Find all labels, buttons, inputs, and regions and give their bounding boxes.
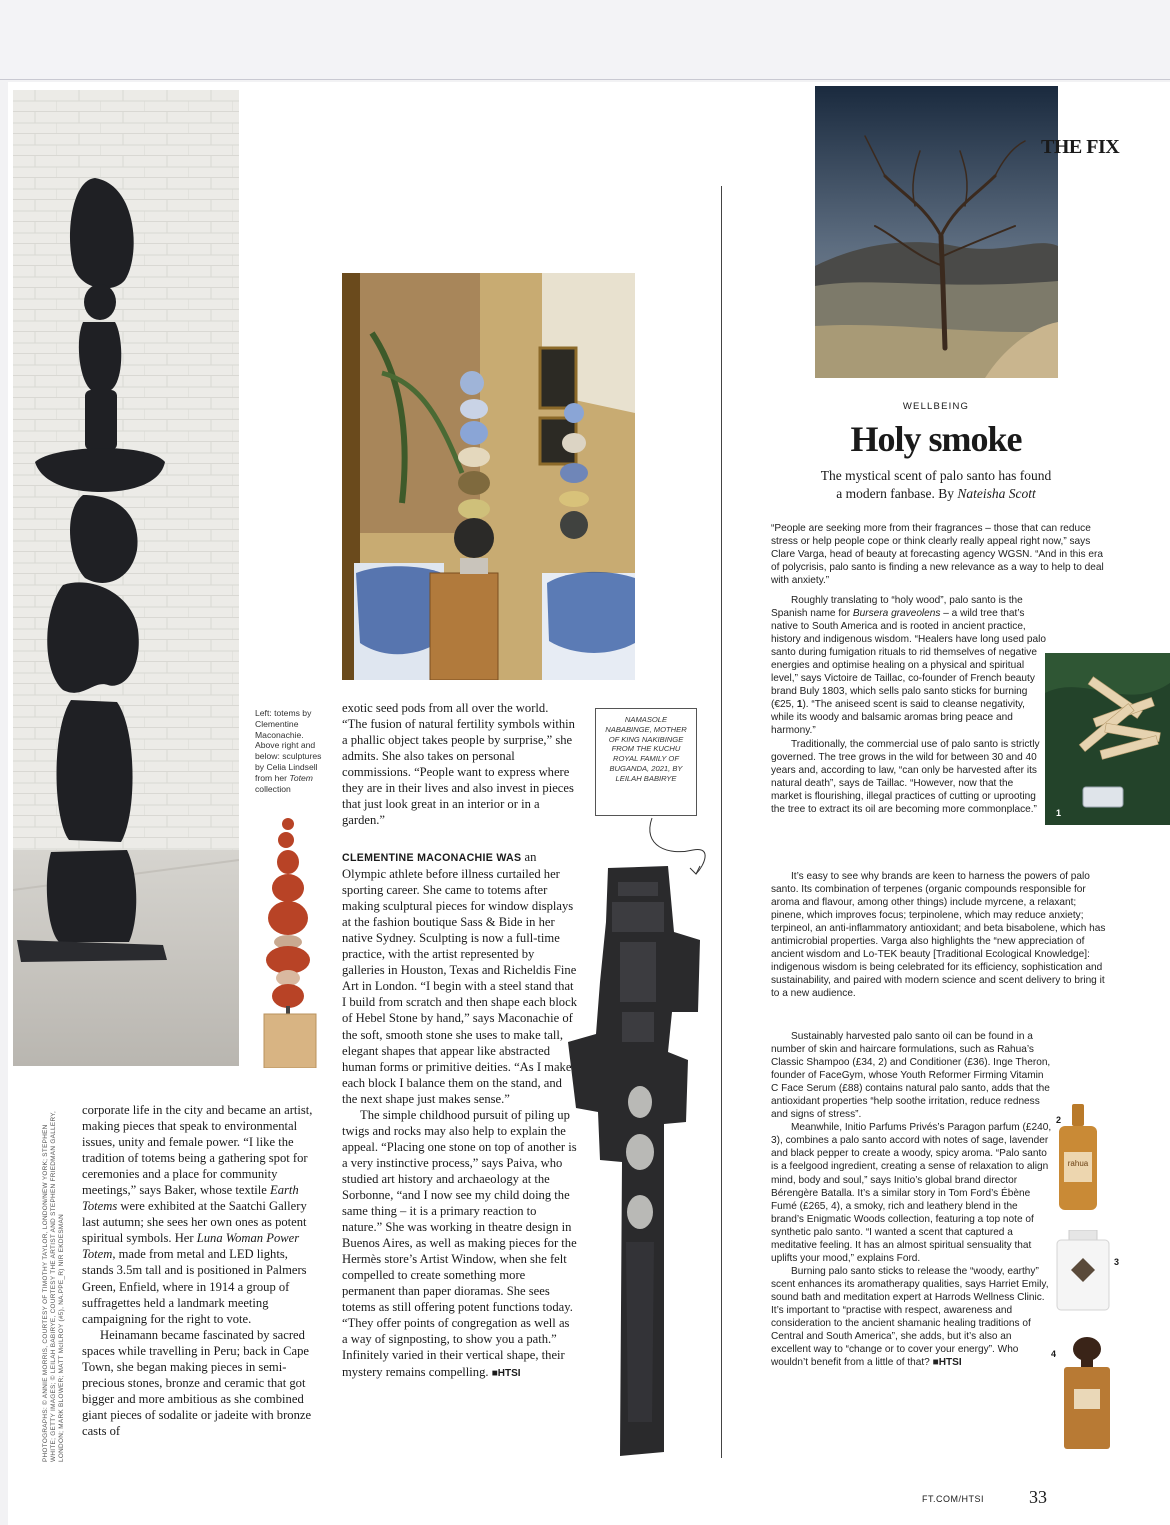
product-2-number: 2 <box>1056 1115 1062 1125</box>
article-right-lower <box>771 1030 1053 1369</box>
article-column-2-top <box>342 700 576 828</box>
column-divider <box>721 186 722 1458</box>
italic-title: Luna Woman Power Totem <box>82 1231 300 1262</box>
viewer-top-bar <box>0 0 1170 80</box>
tree-landscape-image <box>815 86 1058 378</box>
standfirst <box>728 467 1144 503</box>
byline-author: Nateisha Scott <box>957 486 1036 501</box>
article-right-body <box>771 594 1046 816</box>
paragraph-text: Roughly translating to “holy wood”, palo santo is the Spanish name for <box>771 595 1023 620</box>
end-mark: ■HTSI <box>932 1357 962 1369</box>
black-totem-image <box>13 90 239 1066</box>
caption-italic: Totem <box>289 772 313 783</box>
wooden-sculpture-image <box>560 862 710 1462</box>
headline: Holy smoke <box>850 419 1022 459</box>
paragraph: Traditionally, the commercial use of palo santo is strictly governed. The tree grows in the wild for between 30 and 40 years and, according to law, “can only be harvested after its natural death”, says de Taillac. “However, now that the market is flourishing, illegal practices of cutting or uprooting the tree to extract its oil are becoming more commonplace.” <box>771 738 1040 815</box>
orange-totem-photo <box>252 818 326 1068</box>
paragraph: Meanwhile, Initio Parfums Privés’s Paragon parfum (£240, 3), combines a palo santo accord with notes of sage, lavender and black pepper to create a woody, spicy aroma. “Palo santo is a feelgood ingredient, creating a sense of relaxation to align mind, body and soul,” says Initio’s global brand director Bérengère Batalla. It’s a similar story in Tom Ford’s Ébène Fumé (£265, 4), a smoky, rich and leathery blend in the brand’s Enigmatic Woods collection, featuring a top note of synthetic palo santo. “I wanted a scent that captured a meditative feeling. It has an almost spiritual sensuality that uplifts your mood,” explains Ford. <box>771 1122 1052 1264</box>
paragraph: It’s easy to see why brands are keen to harness the powers of palo santo. Its combination of terpenes (organic compounds responsible for aroma and flavour, among other things) include myrcene, a relaxant; pinene, which improves focus; terpinolene, which may reduce anxiety; terpineol, an anti-inflammatory antioxidant; and beta bisabolene, which has antimicrobial properties. Varga also highlights the “new appreciation of ancient wisdom and Lo-TEK beauty [Traditional Ecological Knowledge]: indigenous wisdom is being celebrated for its efficiency, sophistication and sustainability, and paired with modern science and scent delivery to bring it to a new audience. <box>771 871 1106 1000</box>
product-3-initio-bottle <box>1055 1230 1111 1312</box>
credits-line: LONDON; MARK BLOWER; MATT McILROY (#5), NA.PPE_R) NIR EKDESMAN <box>58 1214 65 1462</box>
paragraph-text: The simple childhood pursuit of piling up twigs and rocks may also help to explain the appeal. “Placing one stone on top of another is a very instinctive process,” says Paiva, who studied art history and archaeology at the Sorbonne, “and I now see my child doing the same thing – it is a primary reaction to nature.” She was working in theatre design in Buenos Aires, as well as making pieces for the Hermès store’s Artist Window, when she felt compelled to create something more permanent than paper dioramas. She sees totems as still offering potent functions today. “They offer points of congregation as well as a way of signposting, to show you a path.” Infinitely varied in their vertical shape, their mystery remains compelling. <box>342 1107 577 1379</box>
standfirst-line: The mystical scent of palo santo has found <box>820 468 1052 483</box>
article-column-2 <box>342 849 578 1382</box>
italic-title: Earth Totems <box>82 1183 299 1214</box>
article-right-wide <box>771 870 1109 1000</box>
italic-latin: Bursera graveolens <box>852 608 941 620</box>
photo-credits <box>42 1062 66 1462</box>
palo-santo-sticks-image <box>1045 653 1170 825</box>
paragraph-text: corporate life in the city and became an artist, making pieces that speak to environmental issues, unity and female power. “I like the tradition of totems being a gathering spot for ceremonies and a place for community meetings,” says Baker, whose textile <box>82 1103 313 1198</box>
paragraph: “People are seeking more from their fragrances – those that can reduce stress or help people cope or think clearly really appeal right now,” says Clare Varga, head of beauty at forecasting agency WGSN. “And in this era of polycrisis, palo santo is finding a new relevance as a way to help to deal with anxiety.” <box>771 523 1104 587</box>
rahua-label: rahua <box>1067 1159 1089 1168</box>
orange-totem-image <box>252 818 326 1068</box>
boxed-caption <box>595 708 697 816</box>
end-mark: ■HTSI <box>491 1367 521 1379</box>
footer-url: FT.COM/HTSI <box>922 1494 984 1504</box>
initio-paragon-image <box>1055 1230 1111 1312</box>
paragraph-text: were exhibited at the Saatchi Gallery last autumn; she sees her own ones as potent spiritual symbols. Her <box>82 1199 307 1246</box>
palo-santo-tree-photo <box>815 86 1058 378</box>
carved-sculpture-photo <box>560 862 710 1462</box>
caption-text-end: collection <box>255 783 291 794</box>
product-1-sticks-photo <box>1045 653 1170 825</box>
interior-totems-photo <box>342 273 635 680</box>
product-ref: 1 <box>796 699 803 711</box>
totem-photo-left <box>13 90 239 1066</box>
paragraph-text: – a wild tree that’s native to South America and is rooted in ancient practice, history and indigenous wisdom. “Healers have long used palo santo during fumigation rituals to rid themselves of negative energies and optimise healing on a physical and spiritual level,” says Victoire de Taillac, co-founder of French beauty brand Buly 1803, which sells palo santo sticks for burning (€25, <box>771 608 1046 711</box>
product-4-tom-ford-bottle <box>1060 1337 1114 1451</box>
paragraph: exotic seed pods from all over the world. “The fusion of natural fertility symbols within a phallic object takes people by surprise,” she admits. She also takes on personal commissions. “People want to express where they are in their lives and also invest in pieces that just look great in an interior or in a garden.” <box>342 701 575 828</box>
paragraph-text: , made from metal and LED lights, stands 3.5m tall and is positioned in Palmers Green, Enfield, where in 1914 a group of suffragettes held a landmark meeting campaigning for the right to vote. <box>82 1247 307 1326</box>
paragraph-text: an Olympic athlete before illness curtailed her sporting career. She came to totems after making sculptural pieces for window displays at the fashion boutique Sass & Bide in her native Sydney. Sculpting is now a full-time practice, with the artist represented by galleries in Houston, Texas and Richeldis Fine Art in London. “I begin with a steel stand that I build from scratch and then shape each block of Hebel Stone by hand,” says Maconachie of the soft, smooth stone she uses to make tall, elegant shapes that appear like abstracted human forms or primitive deities. “As I make each block I balance them on the stand, and the next shape just makes sense.” <box>342 850 577 1106</box>
section-label: THE FIX <box>1041 136 1120 158</box>
product-1-number: 1 <box>1056 808 1062 818</box>
drop-lead: CLEMENTINE MACONACHIE WAS <box>342 852 522 864</box>
caption-text: Left: totems by Clementine Maconachie. Above right and below: sculptures by Celia Lindsell from her <box>255 708 322 783</box>
kicker: WELLBEING <box>902 401 970 412</box>
ebene-fume-image <box>1060 1337 1114 1451</box>
paragraph: Sustainably harvested palo santo oil can be found in a number of skin and haircare formulations, such as Rahua’s Classic Shampoo (£34, 2) and Conditioner (£36). Inge Theron, founder of FaceGym, whose Youth Reformer Firming Vitamin C Face Serum (£88) contains natural palo santo, adds that the antioxidant properties “help soothe irritation, reduce redness and signs of stress”. <box>771 1031 1051 1121</box>
interior-image <box>342 273 635 680</box>
page-number: 33 <box>1029 1487 1047 1507</box>
magazine-page <box>8 82 1170 1525</box>
paragraph: Heinamann became fascinated by sacred spaces while travelling in Peru; back in Cape Town, she began making pieces in semi-precious stones, bronze and ceramic that got bigger and more ambitious as she combined giant pieces of sodalite or jadeite with bronze casts of <box>82 1327 312 1438</box>
credits-line: PHOTOGRAPHS: © ANNIE MORRIS, COURTESY OF TIMOTHY TAYLOR, LONDON/NEW YORK; STEPHEN <box>42 1124 49 1462</box>
boxed-caption-text: NAMASOLE NABABINGE, MOTHER OF KING NAKIBINGE FROM THE KUCHU ROYAL FAMILY OF BUGANDA, 2021, BY LEILAH BABIRYE <box>605 715 687 783</box>
product-3-number: 3 <box>1114 1257 1120 1267</box>
paragraph-text: ). “The aniseed scent is said to cleanse negativity, while its woody and balsamic aromas bring peace and harmony.” <box>771 699 1025 737</box>
left-photo-caption <box>255 708 329 794</box>
article-column-1 <box>82 1102 322 1439</box>
credits-line: WHITE; GETTY IMAGES; © LEILAH BABIRYE, COURTESY THE ARTIST AND STEPHEN FRIEDMAN GALLERY, <box>50 1110 57 1462</box>
standfirst-line: a modern fanbase. By <box>836 486 958 501</box>
paragraph-text: Burning palo santo sticks to release the “woody, earthy” scent enhances its aromatherapy qualities, says Harriet Emily, sound bath and meditation expert at Harrods Wellness Clinic. It’s important to “practise with respect, awareness and consideration to the ancient shamanic healing traditions of Central and South America”, she adds, but it’s also an excellent way to “change or to cover your energy”. Who wouldn’t benefit from a little of that? <box>771 1265 1049 1369</box>
product-4-number: 4 <box>1051 1349 1057 1359</box>
article-right-intro <box>771 522 1109 587</box>
